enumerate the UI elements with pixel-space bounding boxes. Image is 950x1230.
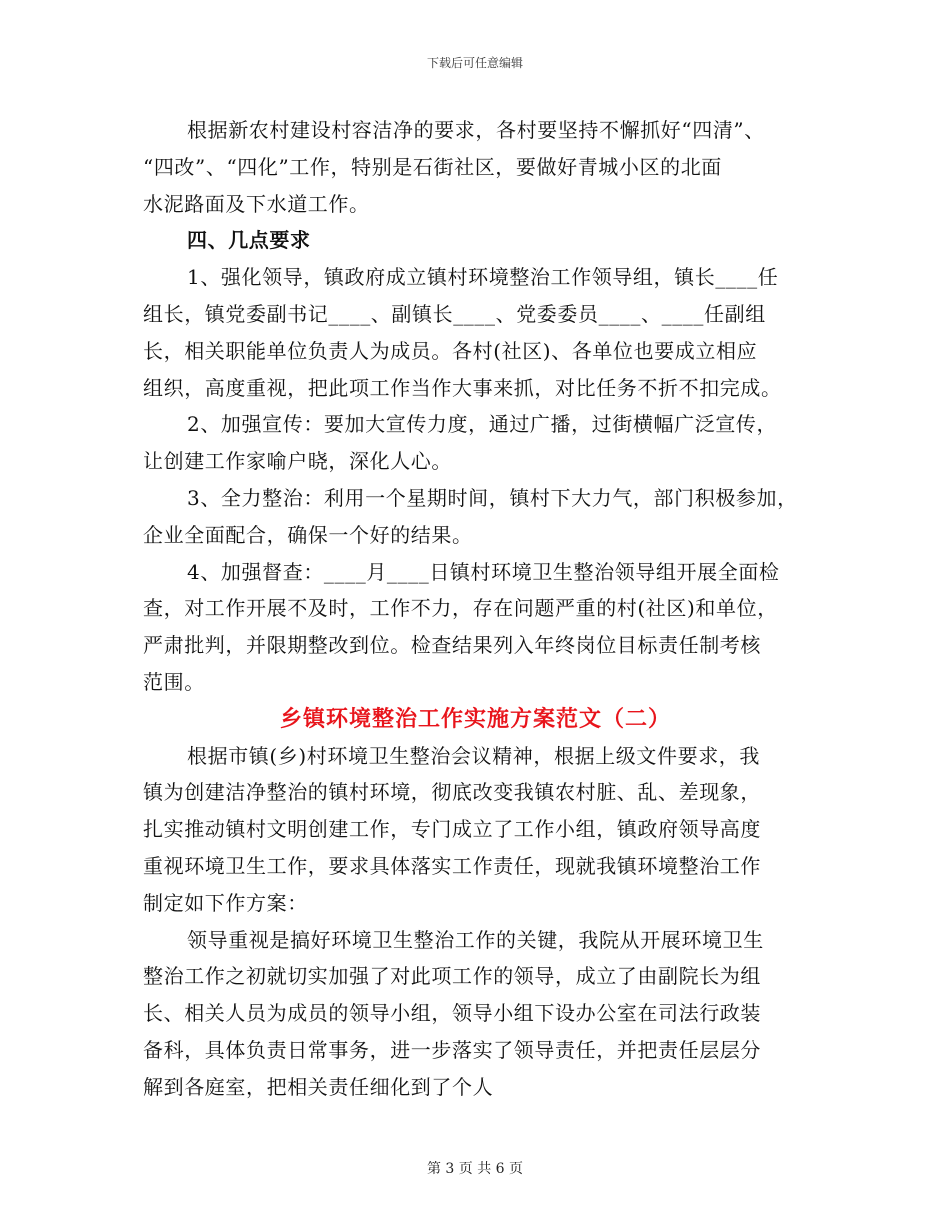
document-title: 乡镇环境整治工作实施方案范文（二） (279, 705, 671, 732)
document-body (143, 112, 808, 1106)
paragraph-line: 企业全面配合，确保一个好的结果。 (143, 522, 473, 547)
paragraph-line: 扎实推动镇村文明创建工作，专门成立了工作小组，镇政府领导高度 (143, 817, 761, 842)
paragraph-line: 组长，镇党委副书记____、副镇长____、党委委员____、____任副组 (143, 301, 766, 326)
page-footer: 第 3 页 共 6 页 (426, 1161, 524, 1177)
paragraph-line: 根据新农村建设村容洁净的要求，各村要坚持不懈抓好“四清”、 (187, 118, 765, 142)
paragraph-line: 水泥路面及下水道工作。 (143, 191, 370, 216)
paragraph-line: 让创建工作家喻户晓，深化人心。 (143, 449, 452, 474)
paragraph-line: 2、加强宣传：要加大宣传力度，通过广播，过街横幅广泛宣传， (187, 412, 778, 437)
paragraph-line: 查，对工作开展不及时，工作不力，存在问题严重的村(社区)和单位， (143, 596, 778, 621)
paragraph-line: 3、全力整治：利用一个星期时间，镇村下大力气，部门积极参加， (187, 485, 798, 510)
paragraph-line: 长，相关职能单位负责人为成员。各村(社区)、各单位也要成立相应 (143, 338, 758, 363)
paragraph-line: 4、加强督查：____月____日镇村环境卫生整治领导组开展全面检 (187, 559, 780, 584)
paragraph-line: “四改”、“四化”工作，特别是石街社区，要做好青城小区的北面 (143, 154, 722, 179)
paragraph-line: 组织，高度重视，把此项工作当作大事来抓，对比任务不折不扣完成。 (143, 375, 782, 400)
paragraph-line: 解到各庭室，把相关责任细化到了个人 (143, 1074, 494, 1099)
paragraph-line: 严肃批判，并限期整改到位。检查结果列入年终岗位目标责任制考核 (143, 633, 761, 658)
section-heading: 四、几点要求 (187, 228, 311, 253)
paragraph-line: 范围。 (143, 669, 205, 694)
paragraph-line: 根据市镇(乡)村环境卫生整治会议精神，根据上级文件要求，我 (187, 743, 761, 768)
paragraph-line: 镇为创建洁净整治的镇村环境，彻底改变我镇农村脏、乱、差现象， (143, 780, 761, 805)
paragraph-line: 1、强化领导，镇政府成立镇村环境整治工作领导组，镇长____任 (187, 265, 779, 290)
paragraph-line: 重视环境卫生工作，要求具体落实工作责任，现就我镇环境整治工作 (143, 853, 761, 878)
paragraph-line: 长、相关人员为成员的领导小组，领导小组下设办公室在司法行政装 (143, 1001, 761, 1026)
page-header: 下载后可任意编辑 (426, 56, 523, 70)
paragraph-line: 备科，具体负责日常事务，进一步落实了领导责任，并把责任层层分 (143, 1037, 761, 1062)
paragraph-line: 制定如下作方案： (143, 890, 308, 915)
paragraph-line: 整治工作之初就切实加强了对此项工作的领导，成立了由副院长为组 (143, 964, 761, 989)
paragraph-line: 领导重视是搞好环境卫生整治工作的关键，我院从开展环境卫生 (187, 927, 764, 952)
